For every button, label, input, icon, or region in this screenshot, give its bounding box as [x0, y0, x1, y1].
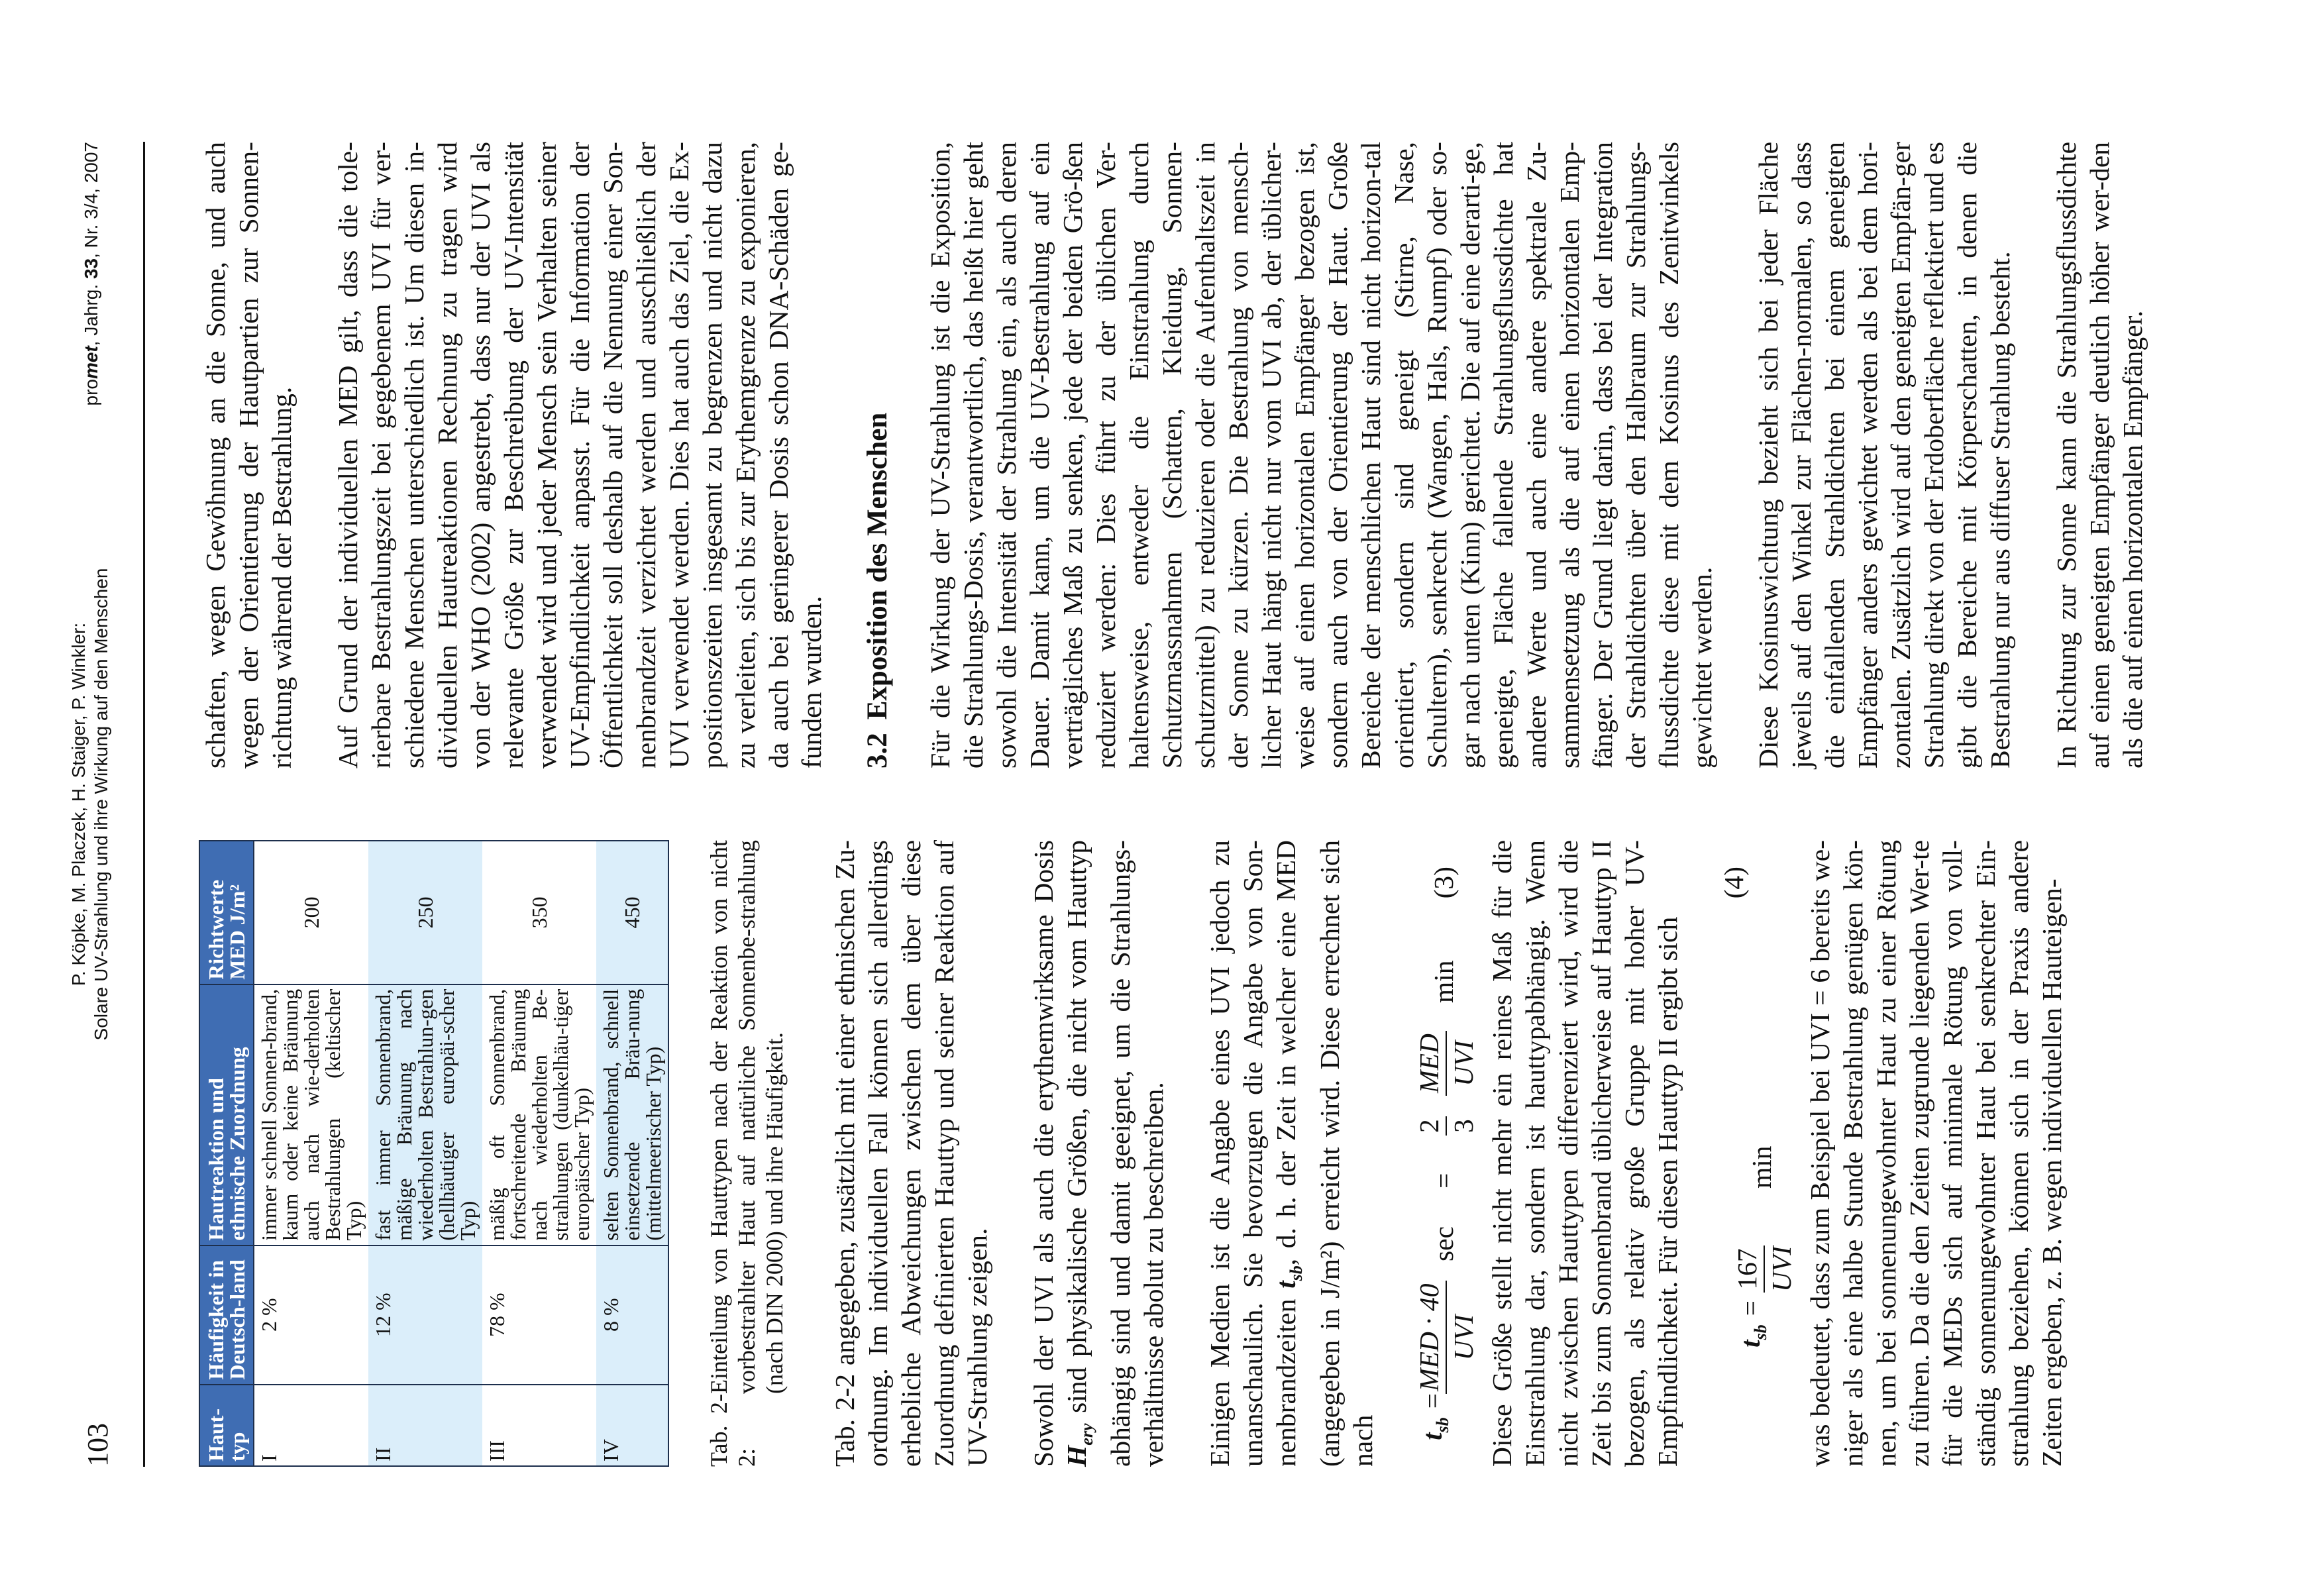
skin-type-cell: II	[368, 1385, 482, 1466]
skin-type-cell: I	[254, 1385, 368, 1466]
fraction	[1412, 1031, 1480, 1096]
journal-issue: , Nr. 3/4, 2007	[81, 142, 101, 258]
numerator: 2	[1412, 1116, 1447, 1136]
header-rule	[143, 142, 145, 1467]
time-symbol-subscript: sb	[1287, 1265, 1306, 1281]
paragraph: In Richtung zur Sonne kann die Strahlungsflussdichte auf einen geneigten Empfänger deutlich höher wer-den als die auf einen horizontalen Empfänger.	[2051, 142, 2148, 768]
section-heading	[861, 142, 894, 768]
journal-reference	[81, 142, 102, 405]
reaction-cell: selten Sonnenbrand, schnell einsetzende Bräu-nung (mittelmeerischer Typ)	[596, 984, 668, 1246]
table-header-cell: Hautreaktion und ethnische Zuordnung	[199, 984, 254, 1246]
paragraph: Für die Wirkung der UV-Strahlung ist die Exposition, die Strahlungs-Dosis, verantwortlich, das heißt hier geht sowohl die Intensität der Strahlung ein, als auch deren Dauer. Damit kann, um die UV-Bestrahlung auf ein verträgliches Maß zu senken, jede der beiden Grö-ßen reduziert werden: Dies führt zu der üblichen Ver-haltensweise, entweder die Einstrahlung durch Schutzmassnahmen (Schatten, Kleidung, Sonnen-schutzmittel) zu reduzieren oder die Aufenthaltszeit in der Sonne zu kürzen. Die Bestrahlung von mensch-licher Haut hängt nicht nur vom UVI ab, der üblicher-weise auf einen horizontalen Empfänger bezogen ist, sondern auch von der Orientierung der Haut. Große Bereiche der menschlichen Haut sind nicht horizon-tal orientiert, sondern sind geneigt (Stirne, Nase, Schultern), senkrecht (Wangen, Hals, Rumpf) oder so-gar nach unten (Kinn) gerichtet. Die auf eine derarti-ge, geneigte, Fläche fallende Strahlungsflussdichte hat andere Werte und auch eine andere spektrale Zu-sammensetzung als die auf einen horizontalen Emp-fänger. Der Grund liegt darin, dass bei der Integration der Strahldichten über den Halbraum zur Strahlungs-flussdichte diese mit dem Kosinus des Zenitwinkels gewichtet werden.	[925, 142, 1717, 768]
equals-sign: =	[1428, 1173, 1459, 1189]
journal-name-prefix: pro	[81, 379, 101, 406]
denominator: 3	[1448, 1119, 1479, 1133]
frequency-cell: 12 %	[368, 1246, 482, 1385]
frequency-cell: 8 %	[596, 1246, 668, 1385]
unit-min: min	[1428, 960, 1459, 1003]
table-caption-text: Einteilung von Hauttypen nach der Reaktion von nicht vorbestrahlter Haut auf natürliche Sonnenbe-strahlung (nach DIN 2000) und ihre Häufigkeit.	[706, 840, 788, 1394]
equation-4: $t_{sb}$ = 167 UVI min (4)	[1718, 867, 1797, 1348]
fraction	[1412, 1116, 1480, 1136]
time-symbol: t	[1271, 1281, 1301, 1289]
reaction-cell: fast immer Sonnenbrand, mäßige Bräunung nach wiederholten Bestrahlun-gen (hellhäutiger europäi-scher Typ)	[368, 984, 482, 1246]
skin-type-cell: IV	[596, 1385, 668, 1466]
frequency-cell: 2 %	[254, 1246, 368, 1385]
right-column	[199, 142, 2182, 768]
med-cell: 350	[482, 841, 596, 984]
equation-number: (3)	[1428, 867, 1459, 899]
frequency-cell: 78 %	[482, 1246, 596, 1385]
dose-symbol-subscript: ery	[1077, 1423, 1096, 1446]
paragraph-text: , d. h. der Zeit in welcher eine MED (angegeben in J/m²) erreicht wird. Diese errechnet sich nach	[1271, 840, 1378, 1467]
med-cell: 200	[254, 841, 368, 984]
denominator: UVI	[1766, 1246, 1797, 1292]
paragraph	[1027, 840, 1170, 1467]
paragraph: was bedeutet, dass zum Beispiel bei UVI = 6 bereits we-niger als eine halbe Stunde Bestrahlung genügen kön-nen, um bei sonnenungewohnter Haut zu einer Rötung zu führen. Da die den Zeiten zugrunde liegenden Wer-te für die MEDs sich auf minimale Rötung von voll-ständig sonnenungewohnter Haut bei senkrechter Ein-strahlung beziehen, können sich in der Praxis andere Zeiten ergeben, z. B. wegen individuellen Hauteigen-	[1805, 840, 2067, 1467]
paragraph: Diese Kosinuswichtung bezieht sich bei jeder Fläche jeweils auf den Winkel zur Flächen-normalen, so dass die einfallenden Strahldichten bei einem geneigten Empfänger anders gewichtet werden als bei dem hori-zontalen. Zusätzlich wird auf den geneigten Empfän-ger Strahlung direkt von der Erdoberfläche reflektiert und es gibt die Bereiche mit Körperschatten, in denen die Bestrahlung nur aus diffuser Strahlung besteht.	[1753, 142, 2015, 768]
fraction	[1412, 1281, 1480, 1394]
numerator: MED	[1412, 1031, 1447, 1096]
table-caption-label: Tab. 2-2:	[706, 1394, 760, 1467]
paragraph: schaften, wegen Gewöhnung an die Sonne, und auch wegen der Orientierung der Hautpartien zur Sonnen-richtung während der Bestrahlung.	[200, 142, 297, 768]
table-header-cell: Häufigkeit in Deutsch-land	[199, 1246, 254, 1385]
paragraph-text: Sowohl der UVI als auch die erythemwirksame Dosis	[1028, 840, 1059, 1467]
paragraph	[1203, 840, 1379, 1467]
unit-sec: sec	[1428, 1226, 1459, 1261]
table-row	[596, 841, 668, 1466]
table-caption	[705, 840, 788, 1467]
numerator: MED · 40	[1412, 1281, 1447, 1394]
paragraph: Diese Größe stellt nicht mehr ein reines Maß für die Einstrahlung dar, sondern ist hauttypabhängig. Wenn nicht zwischen Hauttypen differenziert wird, wird die Zeit bis zum Sonnenbrand üblicherweise auf Hauttyp II bezogen, als relativ große Gruppe mit hoher UV-Empfindlichkeit. Für diesen Hauttyp II ergibt sich	[1487, 840, 1683, 1467]
eq-variable: t	[1417, 1432, 1448, 1440]
eq-variable: t	[1735, 1340, 1766, 1348]
equation-3: $t_{sb}$ = MED · 40 UVI sec = 2 3 MED UVI min (3)	[1414, 867, 1479, 1440]
numerator: 167	[1730, 1246, 1765, 1292]
reaction-cell: mäßig oft Sonnenbrand, fortschreitende Bräunung nach wiederholten Be-strahlungen (dunkelhäu-tiger europäischer Typ)	[482, 984, 596, 1246]
eq-variable-subscript: sb	[1751, 1324, 1770, 1340]
journal-volume: 33	[81, 258, 101, 280]
denominator: UVI	[1448, 1314, 1479, 1361]
med-cell: 450	[596, 841, 668, 984]
equation-number: (4)	[1718, 867, 1749, 899]
table-row	[482, 841, 596, 1466]
left-column	[199, 840, 2101, 1467]
running-head-title: Solare UV-Strahlung und ihre Wirkung auf den Menschen	[91, 568, 111, 1041]
paragraph: Auf Grund der individuellen MED gilt, dass die tole-rierbare Bestrahlungszeit bei gegebenem UVI für ver-schiedene Menschen unterschiedlich ist. Um diesen in-dividuellen Hautreaktionen Rechnung zu tragen wird von der WHO (2002) angestrebt, dass nur der UVI als relevante Größe zur Beschreibung der UV-Intensität verwendet wird und jeder Mensch sein Verhalten seiner UV-Empfindlichkeit anpasst. Für die Information der Öffentlichkeit soll deshalb auf die Nennung einer Son-nenbrandzeit verzichtet werden und ausschließlich der UVI verwendet werden. Dies hat auch das Ziel, die Ex-positionszeiten insgesamt zu begrenzen und nicht dazu zu verleiten, sich bis zur Erythemgrenze zu exponieren, da auch bei geringerer Dosis schon DNA-Schäden ge-funden wurden.	[333, 142, 827, 768]
denominator: UVI	[1448, 1040, 1479, 1086]
eq-variable-subscript: sb	[1433, 1417, 1452, 1433]
section-number: 3.2	[862, 733, 893, 768]
paragraph-text: Einigen Medien ist die Angabe eines UVI jedoch zu unanschaulich. Sie bevorzugen die Angabe von Son-nenbrandzeiten	[1204, 840, 1301, 1467]
table-row	[368, 841, 482, 1466]
skin-type-table	[199, 840, 669, 1467]
running-head-authors: P. Köpke, M. Placzek, H. Staiger, P. Winkler:	[68, 622, 89, 986]
fraction	[1730, 1244, 1798, 1295]
section-title: Exposition des Menschen	[862, 412, 893, 720]
journal-name-italic: met	[81, 346, 101, 380]
dose-symbol: H	[1061, 1445, 1092, 1467]
journal-year: , Jahrg.	[81, 279, 101, 346]
table-header-row	[199, 841, 254, 1466]
unit-min: min	[1746, 1145, 1777, 1189]
page-header	[54, 142, 134, 1467]
med-cell: 250	[368, 841, 482, 984]
skin-type-cell: III	[482, 1385, 596, 1466]
paragraph-text: sind physikalische Größen, die nicht vom Hauttyp abhängig sind und damit geeignet, um die Strahlungs-verhältnisse abolut zu beschreiben.	[1061, 840, 1169, 1467]
table-header-cell: Haut-typ	[199, 1385, 254, 1466]
page-number: 103	[81, 1423, 114, 1467]
table-row	[254, 841, 368, 1466]
reaction-cell: immer schnell Sonnen-brand, kaum oder keine Bräunung auch nach wie-derholten Bestrahlungen (keltischer Typ)	[254, 984, 368, 1246]
paragraph: Tab. 2-2 angegeben, zusätzlich mit einer ethnischen Zu-ordnung. Im individuellen Fall können sich allerdings erhebliche Abweichungen zwischen dem über diese Zuordnung definierten Hauttyp und seiner Reaktion auf UV-Strahlung zeigen.	[829, 840, 992, 1467]
table-header-cell: Richtwerte MED J/m²	[199, 841, 254, 984]
